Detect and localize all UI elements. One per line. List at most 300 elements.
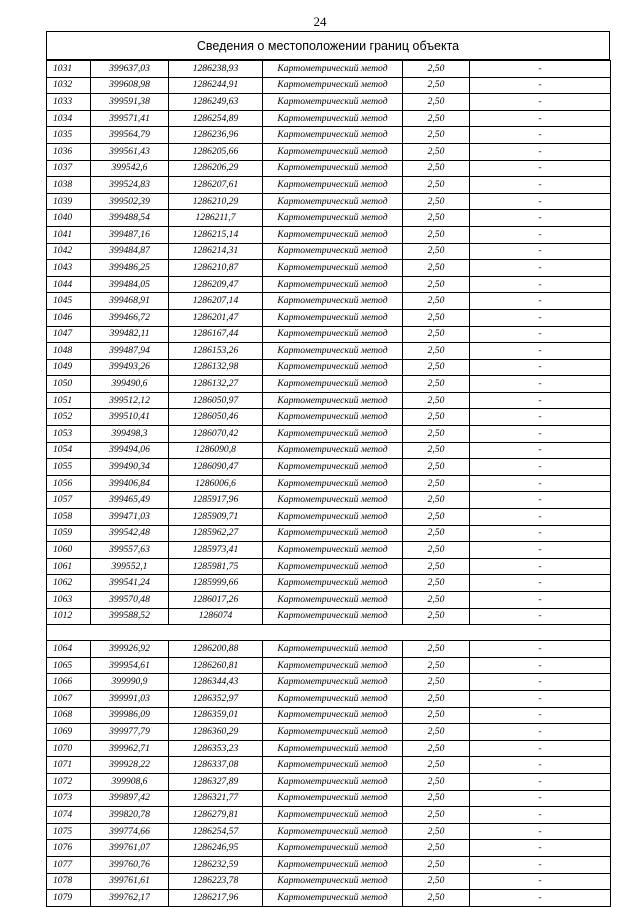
x-coordinate-cell: 399962,71 <box>91 740 169 757</box>
method-cell: Картометрический метод <box>263 177 403 194</box>
y-coordinate-cell: 1286344,43 <box>169 674 263 691</box>
y-coordinate-cell: 1286360,29 <box>169 724 263 741</box>
method-cell: Картометрический метод <box>263 608 403 625</box>
point-number-cell: 1075 <box>47 823 91 840</box>
x-coordinate-cell: 399494,06 <box>91 442 169 459</box>
table-row <box>47 740 611 757</box>
x-coordinate-cell: 399465,49 <box>91 492 169 509</box>
accuracy-cell: 2,50 <box>403 309 470 326</box>
point-number-cell: 1056 <box>47 475 91 492</box>
y-coordinate-cell: 1286167,44 <box>169 326 263 343</box>
method-cell: Картометрический метод <box>263 309 403 326</box>
accuracy-cell: 2,50 <box>403 840 470 857</box>
description-cell: - <box>470 757 611 774</box>
boundary-sheet <box>46 31 610 907</box>
method-cell: Картометрический метод <box>263 392 403 409</box>
description-cell: - <box>470 525 611 542</box>
description-cell: - <box>470 160 611 177</box>
accuracy-cell: 2,50 <box>403 392 470 409</box>
table-row <box>47 177 611 194</box>
x-coordinate-cell: 399571,41 <box>91 110 169 127</box>
table-row <box>47 193 611 210</box>
table-row <box>47 757 611 774</box>
x-coordinate-cell: 399760,76 <box>91 856 169 873</box>
accuracy-cell: 2,50 <box>403 409 470 426</box>
x-coordinate-cell: 399954,61 <box>91 657 169 674</box>
description-cell: - <box>470 293 611 310</box>
method-cell: Картометрический метод <box>263 873 403 890</box>
method-cell: Картометрический метод <box>263 542 403 559</box>
x-coordinate-cell: 399488,54 <box>91 210 169 227</box>
table-row <box>47 459 611 476</box>
x-coordinate-cell: 399406,84 <box>91 475 169 492</box>
method-cell: Картометрический метод <box>263 890 403 907</box>
description-cell: - <box>470 359 611 376</box>
method-cell: Картометрический метод <box>263 690 403 707</box>
x-coordinate-cell: 399484,87 <box>91 243 169 260</box>
table-row <box>47 724 611 741</box>
table-row <box>47 77 611 94</box>
point-number-cell: 1062 <box>47 575 91 592</box>
method-cell: Картометрический метод <box>263 143 403 160</box>
table-row <box>47 674 611 691</box>
x-coordinate-cell: 399498,3 <box>91 426 169 443</box>
x-coordinate-cell: 399570,48 <box>91 592 169 609</box>
description-cell: - <box>470 326 611 343</box>
x-coordinate-cell: 399541,24 <box>91 575 169 592</box>
x-coordinate-cell: 399542,48 <box>91 525 169 542</box>
table-row <box>47 409 611 426</box>
y-coordinate-cell: 1285917,96 <box>169 492 263 509</box>
accuracy-cell: 2,50 <box>403 575 470 592</box>
y-coordinate-cell: 1286236,96 <box>169 127 263 144</box>
y-coordinate-cell: 1286153,26 <box>169 343 263 360</box>
x-coordinate-cell: 399490,34 <box>91 459 169 476</box>
x-coordinate-cell: 399820,78 <box>91 807 169 824</box>
point-number-cell: 1042 <box>47 243 91 260</box>
description-cell: - <box>470 243 611 260</box>
point-number-cell: 1069 <box>47 724 91 741</box>
y-coordinate-cell: 1286209,47 <box>169 276 263 293</box>
description-cell: - <box>470 558 611 575</box>
point-number-cell: 1063 <box>47 592 91 609</box>
point-number-cell: 1034 <box>47 110 91 127</box>
point-number-cell: 1078 <box>47 873 91 890</box>
method-cell: Картометрический метод <box>263 193 403 210</box>
table-row <box>47 509 611 526</box>
x-coordinate-cell: 399502,39 <box>91 193 169 210</box>
table-row <box>47 243 611 260</box>
point-number-cell: 1048 <box>47 343 91 360</box>
description-cell: - <box>470 409 611 426</box>
method-cell: Картометрический метод <box>263 558 403 575</box>
y-coordinate-cell: 1286249,63 <box>169 94 263 111</box>
y-coordinate-cell: 1286353,23 <box>169 740 263 757</box>
y-coordinate-cell: 1286214,31 <box>169 243 263 260</box>
description-cell: - <box>470 459 611 476</box>
accuracy-cell: 2,50 <box>403 127 470 144</box>
accuracy-cell: 2,50 <box>403 359 470 376</box>
accuracy-cell: 2,50 <box>403 509 470 526</box>
method-cell: Картометрический метод <box>263 210 403 227</box>
table-row <box>47 359 611 376</box>
y-coordinate-cell: 1286074 <box>169 608 263 625</box>
table-row <box>47 773 611 790</box>
table-row <box>47 641 611 658</box>
description-cell: - <box>470 592 611 609</box>
point-number-cell: 1073 <box>47 790 91 807</box>
method-cell: Картометрический метод <box>263 260 403 277</box>
method-cell: Картометрический метод <box>263 110 403 127</box>
description-cell: - <box>470 890 611 907</box>
table-row <box>47 592 611 609</box>
y-coordinate-cell: 1286207,14 <box>169 293 263 310</box>
x-coordinate-cell: 399977,79 <box>91 724 169 741</box>
table-row <box>47 343 611 360</box>
accuracy-cell: 2,50 <box>403 542 470 559</box>
method-cell: Картометрический метод <box>263 840 403 857</box>
table-row <box>47 707 611 724</box>
table-row <box>47 61 611 78</box>
x-coordinate-cell: 399557,63 <box>91 542 169 559</box>
x-coordinate-cell: 399487,16 <box>91 226 169 243</box>
table-row <box>47 392 611 409</box>
y-coordinate-cell: 1286006,6 <box>169 475 263 492</box>
point-number-cell: 1032 <box>47 77 91 94</box>
y-coordinate-cell: 1286215,14 <box>169 226 263 243</box>
x-coordinate-cell: 399564,79 <box>91 127 169 144</box>
point-number-cell: 1012 <box>47 608 91 625</box>
method-cell: Картометрический метод <box>263 492 403 509</box>
accuracy-cell: 2,50 <box>403 343 470 360</box>
x-coordinate-cell: 399908,6 <box>91 773 169 790</box>
y-coordinate-cell: 1286090,8 <box>169 442 263 459</box>
x-coordinate-cell: 399761,61 <box>91 873 169 890</box>
description-cell: - <box>470 94 611 111</box>
point-number-cell: 1068 <box>47 707 91 724</box>
method-cell: Картометрический метод <box>263 525 403 542</box>
x-coordinate-cell: 399761,07 <box>91 840 169 857</box>
accuracy-cell: 2,50 <box>403 61 470 78</box>
point-number-cell: 1059 <box>47 525 91 542</box>
description-cell: - <box>470 260 611 277</box>
point-number-cell: 1039 <box>47 193 91 210</box>
method-cell: Картометрический метод <box>263 94 403 111</box>
description-cell: - <box>470 110 611 127</box>
method-cell: Картометрический метод <box>263 326 403 343</box>
point-number-cell: 1040 <box>47 210 91 227</box>
table-row <box>47 690 611 707</box>
y-coordinate-cell: 1286132,98 <box>169 359 263 376</box>
point-number-cell: 1041 <box>47 226 91 243</box>
method-cell: Картометрический метод <box>263 740 403 757</box>
table-row <box>47 376 611 393</box>
accuracy-cell: 2,50 <box>403 525 470 542</box>
point-number-cell: 1038 <box>47 177 91 194</box>
x-coordinate-cell: 399990,9 <box>91 674 169 691</box>
description-cell: - <box>470 376 611 393</box>
accuracy-cell: 2,50 <box>403 475 470 492</box>
method-cell: Картометрический метод <box>263 674 403 691</box>
description-cell: - <box>470 426 611 443</box>
method-cell: Картометрический метод <box>263 807 403 824</box>
y-coordinate-cell: 1286211,7 <box>169 210 263 227</box>
y-coordinate-cell: 1286210,29 <box>169 193 263 210</box>
y-coordinate-cell: 1285981,75 <box>169 558 263 575</box>
accuracy-cell: 2,50 <box>403 459 470 476</box>
y-coordinate-cell: 1286279,81 <box>169 807 263 824</box>
description-cell: - <box>470 773 611 790</box>
accuracy-cell: 2,50 <box>403 707 470 724</box>
point-number-cell: 1064 <box>47 641 91 658</box>
y-coordinate-cell: 1286017,26 <box>169 592 263 609</box>
description-cell: - <box>470 724 611 741</box>
accuracy-cell: 2,50 <box>403 110 470 127</box>
x-coordinate-cell: 399762,17 <box>91 890 169 907</box>
table-row <box>47 210 611 227</box>
point-number-cell: 1074 <box>47 807 91 824</box>
description-cell: - <box>470 127 611 144</box>
x-coordinate-cell: 399524,83 <box>91 177 169 194</box>
y-coordinate-cell: 1286254,89 <box>169 110 263 127</box>
y-coordinate-cell: 1285973,41 <box>169 542 263 559</box>
y-coordinate-cell: 1286070,42 <box>169 426 263 443</box>
description-cell: - <box>470 226 611 243</box>
method-cell: Картометрический метод <box>263 856 403 873</box>
table-row <box>47 160 611 177</box>
y-coordinate-cell: 1286206,29 <box>169 160 263 177</box>
y-coordinate-cell: 1286352,97 <box>169 690 263 707</box>
description-cell: - <box>470 475 611 492</box>
y-coordinate-cell: 1286246,95 <box>169 840 263 857</box>
description-cell: - <box>470 77 611 94</box>
group-separator <box>47 625 611 641</box>
method-cell: Картометрический метод <box>263 657 403 674</box>
coordinates-table <box>46 60 611 907</box>
y-coordinate-cell: 1286327,89 <box>169 773 263 790</box>
x-coordinate-cell: 399561,43 <box>91 143 169 160</box>
point-number-cell: 1066 <box>47 674 91 691</box>
description-cell: - <box>470 840 611 857</box>
y-coordinate-cell: 1285999,66 <box>169 575 263 592</box>
x-coordinate-cell: 399608,98 <box>91 77 169 94</box>
description-cell: - <box>470 707 611 724</box>
description-cell: - <box>470 641 611 658</box>
point-number-cell: 1036 <box>47 143 91 160</box>
point-number-cell: 1044 <box>47 276 91 293</box>
accuracy-cell: 2,50 <box>403 243 470 260</box>
y-coordinate-cell: 1286260,81 <box>169 657 263 674</box>
point-number-cell: 1043 <box>47 260 91 277</box>
description-cell: - <box>470 343 611 360</box>
x-coordinate-cell: 399897,42 <box>91 790 169 807</box>
description-cell: - <box>470 807 611 824</box>
accuracy-cell: 2,50 <box>403 790 470 807</box>
method-cell: Картометрический метод <box>263 724 403 741</box>
accuracy-cell: 2,50 <box>403 592 470 609</box>
table-row <box>47 94 611 111</box>
accuracy-cell: 2,50 <box>403 740 470 757</box>
x-coordinate-cell: 399926,92 <box>91 641 169 658</box>
method-cell: Картометрический метод <box>263 61 403 78</box>
y-coordinate-cell: 1286217,96 <box>169 890 263 907</box>
table-row <box>47 492 611 509</box>
method-cell: Картометрический метод <box>263 442 403 459</box>
x-coordinate-cell: 399542,6 <box>91 160 169 177</box>
y-coordinate-cell: 1285909,71 <box>169 509 263 526</box>
accuracy-cell: 2,50 <box>403 724 470 741</box>
table-row <box>47 657 611 674</box>
accuracy-cell: 2,50 <box>403 177 470 194</box>
description-cell: - <box>470 392 611 409</box>
accuracy-cell: 2,50 <box>403 823 470 840</box>
description-cell: - <box>470 492 611 509</box>
table-row <box>47 309 611 326</box>
y-coordinate-cell: 1285962,27 <box>169 525 263 542</box>
y-coordinate-cell: 1286223,78 <box>169 873 263 890</box>
description-cell: - <box>470 575 611 592</box>
point-number-cell: 1035 <box>47 127 91 144</box>
point-number-cell: 1031 <box>47 61 91 78</box>
description-cell: - <box>470 210 611 227</box>
point-number-cell: 1050 <box>47 376 91 393</box>
accuracy-cell: 2,50 <box>403 276 470 293</box>
point-number-cell: 1072 <box>47 773 91 790</box>
accuracy-cell: 2,50 <box>403 260 470 277</box>
y-coordinate-cell: 1286244,91 <box>169 77 263 94</box>
table-row <box>47 326 611 343</box>
method-cell: Картометрический метод <box>263 823 403 840</box>
point-number-cell: 1037 <box>47 160 91 177</box>
method-cell: Картометрический метод <box>263 293 403 310</box>
x-coordinate-cell: 399986,09 <box>91 707 169 724</box>
accuracy-cell: 2,50 <box>403 226 470 243</box>
method-cell: Картометрический метод <box>263 226 403 243</box>
accuracy-cell: 2,50 <box>403 143 470 160</box>
accuracy-cell: 2,50 <box>403 193 470 210</box>
table-row <box>47 840 611 857</box>
description-cell: - <box>470 856 611 873</box>
accuracy-cell: 2,50 <box>403 426 470 443</box>
method-cell: Картометрический метод <box>263 757 403 774</box>
point-number-cell: 1071 <box>47 757 91 774</box>
table-row <box>47 426 611 443</box>
table-row <box>47 790 611 807</box>
point-number-cell: 1051 <box>47 392 91 409</box>
table-row <box>47 890 611 907</box>
accuracy-cell: 2,50 <box>403 210 470 227</box>
y-coordinate-cell: 1286090,47 <box>169 459 263 476</box>
table-title: Сведения о местоположении границ объекта <box>46 31 610 60</box>
description-cell: - <box>470 674 611 691</box>
table-row <box>47 807 611 824</box>
y-coordinate-cell: 1286238,93 <box>169 61 263 78</box>
description-cell: - <box>470 823 611 840</box>
y-coordinate-cell: 1286321,77 <box>169 790 263 807</box>
y-coordinate-cell: 1286205,66 <box>169 143 263 160</box>
method-cell: Картометрический метод <box>263 160 403 177</box>
point-number-cell: 1055 <box>47 459 91 476</box>
description-cell: - <box>470 143 611 160</box>
table-row <box>47 823 611 840</box>
x-coordinate-cell: 399510,41 <box>91 409 169 426</box>
accuracy-cell: 2,50 <box>403 326 470 343</box>
x-coordinate-cell: 399552,1 <box>91 558 169 575</box>
table-row <box>47 260 611 277</box>
description-cell: - <box>470 873 611 890</box>
method-cell: Картометрический метод <box>263 475 403 492</box>
point-number-cell: 1033 <box>47 94 91 111</box>
point-number-cell: 1054 <box>47 442 91 459</box>
description-cell: - <box>470 542 611 559</box>
method-cell: Картометрический метод <box>263 359 403 376</box>
point-number-cell: 1045 <box>47 293 91 310</box>
point-number-cell: 1065 <box>47 657 91 674</box>
method-cell: Картометрический метод <box>263 592 403 609</box>
accuracy-cell: 2,50 <box>403 641 470 658</box>
method-cell: Картометрический метод <box>263 127 403 144</box>
table-row <box>47 293 611 310</box>
point-number-cell: 1047 <box>47 326 91 343</box>
page-number: 24 <box>313 14 327 29</box>
x-coordinate-cell: 399484,05 <box>91 276 169 293</box>
method-cell: Картометрический метод <box>263 276 403 293</box>
point-number-cell: 1052 <box>47 409 91 426</box>
description-cell: - <box>470 740 611 757</box>
point-number-cell: 1049 <box>47 359 91 376</box>
x-coordinate-cell: 399487,94 <box>91 343 169 360</box>
accuracy-cell: 2,50 <box>403 77 470 94</box>
accuracy-cell: 2,50 <box>403 492 470 509</box>
point-number-cell: 1058 <box>47 509 91 526</box>
point-number-cell: 1067 <box>47 690 91 707</box>
table-row <box>47 475 611 492</box>
point-number-cell: 1070 <box>47 740 91 757</box>
x-coordinate-cell: 399588,52 <box>91 608 169 625</box>
y-coordinate-cell: 1286207,61 <box>169 177 263 194</box>
method-cell: Картометрический метод <box>263 243 403 260</box>
description-cell: - <box>470 790 611 807</box>
table-row <box>47 856 611 873</box>
point-number-cell: 1061 <box>47 558 91 575</box>
table-row <box>47 110 611 127</box>
accuracy-cell: 2,50 <box>403 674 470 691</box>
description-cell: - <box>470 657 611 674</box>
y-coordinate-cell: 1286201,47 <box>169 309 263 326</box>
coordinates-table-body <box>47 61 611 907</box>
table-row <box>47 143 611 160</box>
x-coordinate-cell: 399471,03 <box>91 509 169 526</box>
description-cell: - <box>470 193 611 210</box>
accuracy-cell: 2,50 <box>403 558 470 575</box>
y-coordinate-cell: 1286210,87 <box>169 260 263 277</box>
point-number-cell: 1057 <box>47 492 91 509</box>
y-coordinate-cell: 1286050,46 <box>169 409 263 426</box>
accuracy-cell: 2,50 <box>403 442 470 459</box>
point-number-cell: 1077 <box>47 856 91 873</box>
table-row <box>47 873 611 890</box>
y-coordinate-cell: 1286200,88 <box>169 641 263 658</box>
x-coordinate-cell: 399512,12 <box>91 392 169 409</box>
table-row <box>47 608 611 625</box>
accuracy-cell: 2,50 <box>403 873 470 890</box>
table-row <box>47 226 611 243</box>
x-coordinate-cell: 399991,03 <box>91 690 169 707</box>
point-number-cell: 1060 <box>47 542 91 559</box>
method-cell: Картометрический метод <box>263 509 403 526</box>
point-number-cell: 1079 <box>47 890 91 907</box>
point-number-cell: 1046 <box>47 309 91 326</box>
